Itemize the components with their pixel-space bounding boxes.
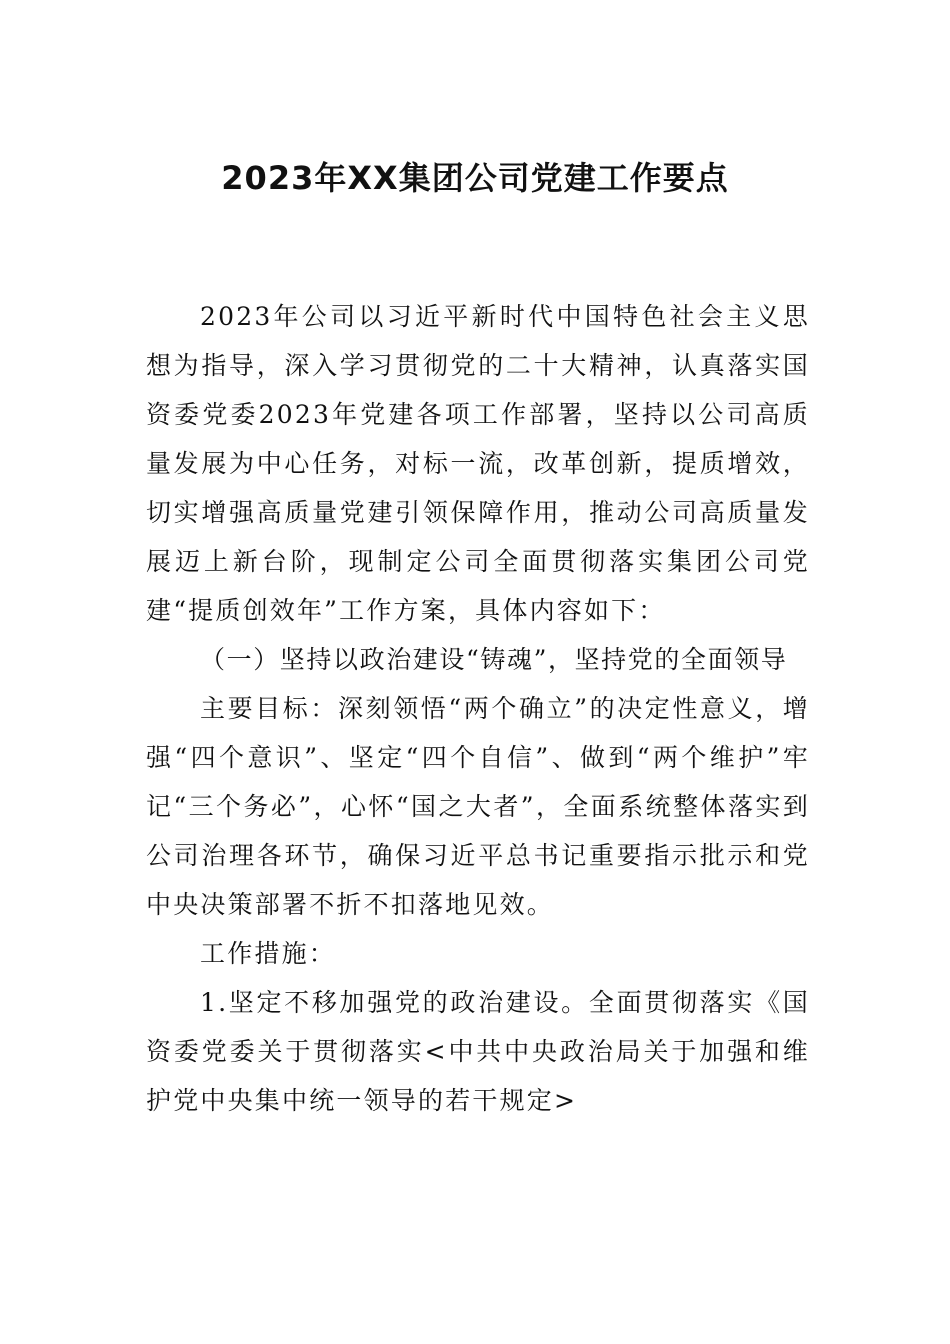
document-title: 2023年XX集团公司党建工作要点 [221, 159, 729, 197]
measure-item-1: 1.坚定不移加强党的政治建设。全面贯彻落实《国资委党委关于贯彻落实<中共中央政治局关于加强和维护党中央集中统一领导的若干规定> [146, 988, 810, 1115]
document-body [146, 292, 810, 1125]
section-heading: （一）坚持以政治建设“铸魂”，坚持党的全面领导 [200, 645, 788, 674]
main-goal-paragraph: 主要目标：深刻领悟“两个确立”的决定性意义，增强“四个意识”、坚定“四个自信”、做到“两个维护”牢记“三个务必”，心怀“国之大者”，全面系统整体落实到公司治理各环节，确保习近平总书记重要指示批示和党中央决策部署不折不扣落地见效。 [146, 694, 810, 919]
work-measures-label: 工作措施： [200, 939, 337, 968]
intro-paragraph: 2023年公司以习近平新时代中国特色社会主义思想为指导，深入学习贯彻党的二十大精神，认真落实国资委党委2023年党建各项工作部署，坚持以公司高质量发展为中心任务，对标一流，改革创新，提质增效，切实增强高质量党建引领保障作用，推动公司高质量发展迈上新台阶，现制定公司全面贯彻落实集团公司党建“提质创效年”工作方案，具体内容如下： [146, 302, 810, 625]
